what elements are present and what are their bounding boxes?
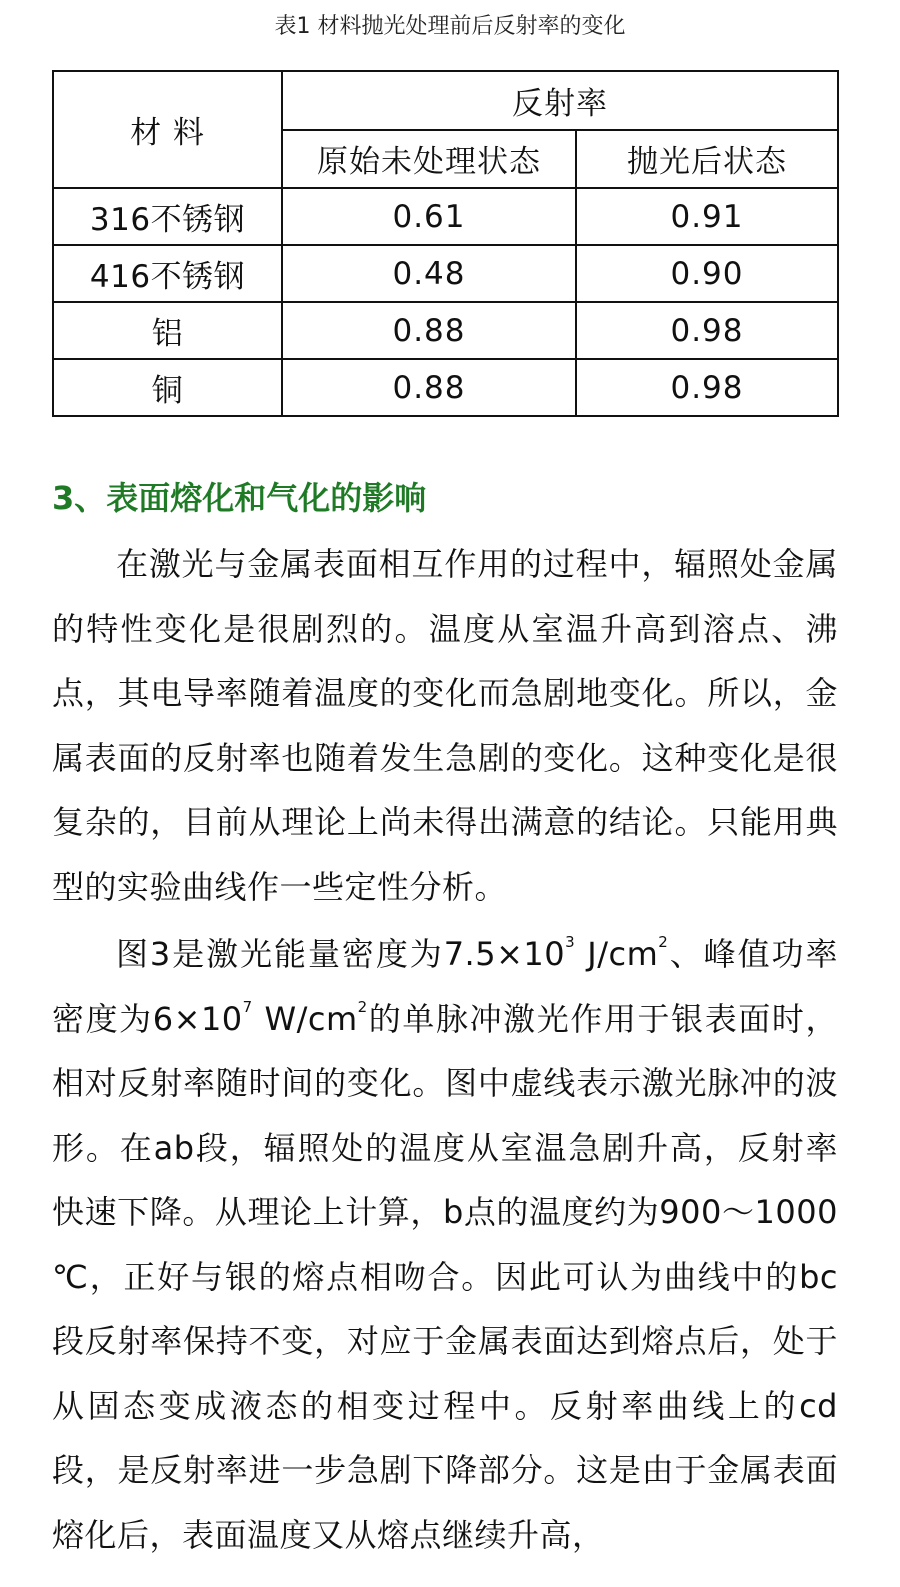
p2-text-d: W/cm xyxy=(252,999,358,1038)
section-heading: 3、表面熔化和气化的影响 xyxy=(52,479,427,517)
superscript: 7 xyxy=(242,997,253,1016)
cell-polished: 0.98 xyxy=(576,302,838,359)
cell-original: 0.48 xyxy=(282,245,576,302)
p2-text-b: J/cm xyxy=(575,935,659,973)
p2-text-e: 的单脉冲激光作用于银表面时，相对反射率随时间的变化。图中虚线表示激光脉冲的波形。在ab段，辐照处的温度从室温急剧升高，反射率快速下降。从理论上计算，b点的温度约为900～1000 ℃，正好与银的熔点相吻合。因此可认为曲线中的bc段反射率保持不变，对应于金属表面达到熔点后，处于从固态变成液态的相变过程中。反射率曲线上的cd段，是反射率进一步急剧下降部分。这是由于金属表面熔化后，表面温度又从熔点继续升高， xyxy=(52,999,838,1554)
cell-material: 铜 xyxy=(53,359,282,416)
cell-polished: 0.91 xyxy=(576,188,838,245)
cell-polished: 0.98 xyxy=(576,359,838,416)
cell-original: 0.88 xyxy=(282,302,576,359)
header-polished-state: 抛光后状态 xyxy=(576,130,838,189)
cell-material: 416不锈钢 xyxy=(53,245,282,302)
header-reflectivity: 反射率 xyxy=(282,71,838,130)
table-row xyxy=(53,359,838,416)
table-row xyxy=(53,245,838,302)
superscript: 3 xyxy=(565,933,576,951)
table-row xyxy=(53,188,838,245)
table-caption: 表1 材料抛光处理前后反射率的变化 xyxy=(274,14,626,39)
p2-text-a: 图3是激光能量密度为7.5×10 xyxy=(116,935,566,973)
cell-material: 316不锈钢 xyxy=(53,188,282,245)
cell-original: 0.61 xyxy=(282,188,576,245)
superscript: 2 xyxy=(658,933,669,951)
cell-polished: 0.90 xyxy=(576,245,838,302)
paragraph-1: 在激光与金属表面相互作用的过程中，辐照处金属的特性变化是很剧烈的。温度从室温升高到溶点、沸点，其电导率随着温度的变化而急剧地变化。所以，金属表面的反射率也随着发生急剧的变化。这种变化是很复杂的，目前从理论上尚未得出满意的结论。只能用典型的实验曲线作一些定性分析。 xyxy=(52,545,838,906)
p2-text-c: 、峰值功率密度为6×10 xyxy=(52,935,838,1038)
cell-original: 0.88 xyxy=(282,359,576,416)
paragraph-2 xyxy=(52,922,838,1567)
table-row xyxy=(53,302,838,359)
header-material: 材 料 xyxy=(53,71,282,188)
header-original-state: 原始未处理状态 xyxy=(282,130,576,189)
superscript: 2 xyxy=(357,997,368,1016)
cell-material: 铝 xyxy=(53,302,282,359)
reflectivity-table xyxy=(52,70,839,417)
